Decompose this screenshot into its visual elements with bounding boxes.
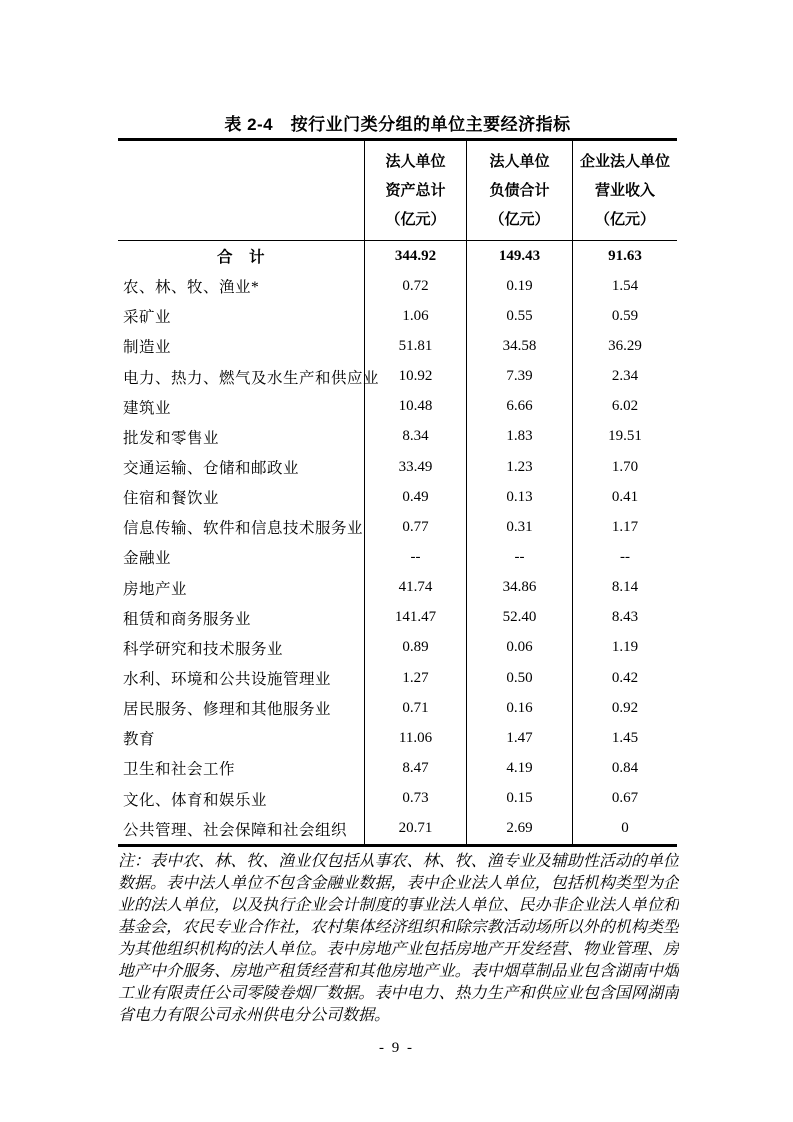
cell-value: 1.47 (466, 723, 572, 753)
cell-value: 6.02 (572, 392, 677, 422)
table-row (118, 633, 677, 663)
cell-value: 34.86 (466, 573, 572, 603)
footnote-line: 业的法人单位，以及执行企业会计制度的事业法人单位、民办非企业法人单位和 (118, 897, 679, 914)
cell-value: 1.83 (466, 422, 572, 452)
cell-value: 0.50 (466, 663, 572, 693)
cell-value: 2.34 (572, 362, 677, 392)
cell-value: 0.72 (364, 271, 466, 301)
row-label: 公共管理、社会保障和社会组织 (123, 821, 348, 839)
cell-value: 20.71 (364, 814, 466, 844)
cell-value: 0.49 (364, 482, 466, 512)
header-line: 资产总计 (385, 182, 446, 199)
row-label: 租赁和商务服务业 (123, 610, 252, 628)
footnote-line: 省电力有限公司永州供电分公司数据。 (118, 1007, 391, 1024)
cell-value: 1.06 (364, 301, 466, 331)
header-line: 法人单位 (489, 153, 550, 170)
cell-value: 10.48 (364, 392, 466, 422)
cell-value: 1.27 (364, 663, 466, 693)
table-row (118, 392, 677, 422)
cell-value: 0.16 (466, 693, 572, 723)
cell-value: -- (364, 542, 466, 572)
table-row (118, 814, 677, 844)
header-cell-industry (118, 141, 364, 240)
cell-value: 0.89 (364, 633, 466, 663)
cell-value: 0.67 (572, 784, 677, 814)
row-label: 批发和零售业 (123, 429, 220, 447)
row-label: 教育 (123, 731, 156, 749)
footnote-line: 注：表中农、林、牧、渔业仅包括从事农、林、牧、渔专业及辅助性活动的单位 (118, 853, 679, 870)
header-line: （亿元） (385, 211, 446, 228)
cell-value: 1.54 (572, 271, 677, 301)
table-row (118, 753, 677, 783)
table-body (118, 241, 677, 844)
economic-indicators-table (118, 138, 677, 847)
cell-value: 0.06 (466, 633, 572, 663)
cell-value: 1.19 (572, 633, 677, 663)
page-number: - 9 - (379, 1040, 414, 1056)
table-row-total (118, 241, 677, 271)
table-title: 表 2-4 按行业门类分组的单位主要经济指标 (224, 115, 571, 134)
cell-value: 8.43 (572, 603, 677, 633)
cell-value: 52.40 (466, 603, 572, 633)
cell-value: 0 (572, 814, 677, 844)
cell-value: 2.69 (466, 814, 572, 844)
cell-value: 0.15 (466, 784, 572, 814)
cell-value: 36.29 (572, 331, 677, 361)
footnote-line: 工业有限责任公司零陵卷烟厂数据。表中电力、热力生产和供应业包含国网湖南 (118, 985, 679, 1002)
table-row (118, 693, 677, 723)
table-row (118, 663, 677, 693)
footnote-line: 为其他组织机构的法人单位。表中房地产业包括房地产开发经营、物业管理、房 (118, 941, 679, 958)
table-row (118, 422, 677, 452)
table-row (118, 362, 677, 392)
footnote-paragraph (118, 851, 679, 1027)
table-row (118, 452, 677, 482)
cell-value: 0.84 (572, 753, 677, 783)
cell-value: -- (572, 542, 677, 572)
header-line: 企业法人单位 (579, 153, 670, 170)
table-row (118, 603, 677, 633)
cell-value: 1.17 (572, 512, 677, 542)
cell-value: 0.92 (572, 693, 677, 723)
cell-value: 0.73 (364, 784, 466, 814)
cell-value: 0.55 (466, 301, 572, 331)
header-cell-revenue (572, 141, 677, 240)
cell-value: 8.34 (364, 422, 466, 452)
row-label: 合 计 (216, 249, 265, 267)
cell-value: 91.63 (572, 241, 677, 271)
cell-value: 0.41 (572, 482, 677, 512)
row-label: 制造业 (123, 339, 172, 357)
table-header-row (118, 141, 677, 241)
cell-value: 0.77 (364, 512, 466, 542)
table-row (118, 301, 677, 331)
cell-value: 1.70 (572, 452, 677, 482)
cell-value: 0.31 (466, 512, 572, 542)
header-cell-liabilities (466, 141, 572, 240)
cell-value: 6.66 (466, 392, 572, 422)
cell-value: 149.43 (466, 241, 572, 271)
header-line: 法人单位 (385, 153, 446, 170)
footnote-line: 数据。表中法人单位不包含金融业数据，表中企业法人单位，包括机构类型为企 (118, 875, 679, 892)
row-label: 金融业 (123, 550, 172, 568)
row-label: 交通运输、仓储和邮政业 (123, 460, 300, 478)
cell-value: 7.39 (466, 362, 572, 392)
footnote-line: 基金会，农民专业合作社，农村集体经济组织和除宗教活动场所以外的机构类型 (118, 919, 679, 936)
header-line: （亿元） (489, 211, 550, 228)
cell-value: 4.19 (466, 753, 572, 783)
cell-value: 0.42 (572, 663, 677, 693)
table-row (118, 784, 677, 814)
cell-value: 1.45 (572, 723, 677, 753)
table-row (118, 723, 677, 753)
table-row (118, 482, 677, 512)
cell-value: 0.59 (572, 301, 677, 331)
cell-value: 0.71 (364, 693, 466, 723)
header-line: 负债合计 (489, 182, 550, 199)
header-cell-assets (364, 141, 466, 240)
cell-value: 11.06 (364, 723, 466, 753)
row-label: 水利、环境和公共设施管理业 (123, 671, 332, 689)
cell-value: 41.74 (364, 573, 466, 603)
cell-value: 141.47 (364, 603, 466, 633)
cell-value: 33.49 (364, 452, 466, 482)
row-label: 科学研究和技术服务业 (123, 640, 284, 658)
cell-value: 1.23 (466, 452, 572, 482)
row-label: 卫生和社会工作 (123, 761, 236, 779)
row-label: 房地产业 (123, 580, 188, 598)
cell-value: 51.81 (364, 331, 466, 361)
cell-value: 19.51 (572, 422, 677, 452)
table-row (118, 271, 677, 301)
row-label: 住宿和餐饮业 (123, 490, 220, 508)
header-line: 营业收入 (594, 182, 655, 199)
table-row (118, 331, 677, 361)
cell-value: 0.13 (466, 482, 572, 512)
cell-value: 8.14 (572, 573, 677, 603)
row-label: 信息传输、软件和信息技术服务业 (123, 520, 364, 538)
row-label: 建筑业 (123, 399, 172, 417)
row-label: 农、林、牧、渔业* (123, 279, 260, 297)
table-row (118, 573, 677, 603)
header-line: （亿元） (594, 211, 655, 228)
row-label: 电力、热力、燃气及水生产和供应业 (123, 369, 380, 387)
table-row (118, 542, 677, 572)
footnote-line: 地产中介服务、房地产租赁经营和其他房地产业。表中烟草制品业包含湖南中烟 (118, 963, 679, 980)
row-label: 采矿业 (123, 309, 172, 327)
row-label: 文化、体育和娱乐业 (123, 791, 268, 809)
row-label: 居民服务、修理和其他服务业 (123, 701, 332, 719)
table-row (118, 512, 677, 542)
cell-value: 34.58 (466, 331, 572, 361)
cell-value: 0.19 (466, 271, 572, 301)
cell-value: -- (466, 542, 572, 572)
cell-value: 8.47 (364, 753, 466, 783)
cell-value: 344.92 (364, 241, 466, 271)
cell-value: 10.92 (364, 362, 466, 392)
